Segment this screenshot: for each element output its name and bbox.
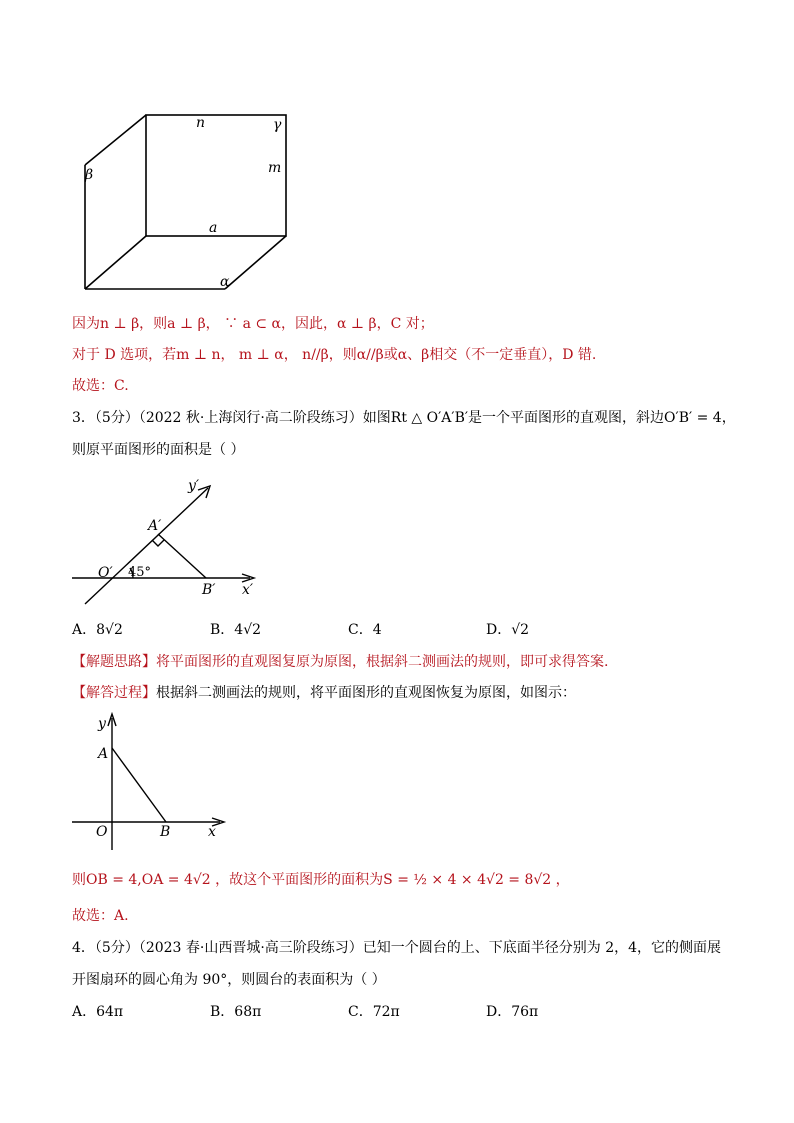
label-o: O <box>96 824 108 840</box>
label-a: a <box>209 220 218 236</box>
option-d: D．√2 <box>486 622 530 638</box>
hint-text: 将平面图形的直观图复原为原图，根据斜二测画法的规则，即可求得答案. <box>156 654 609 670</box>
answer-line-1: 故选：C. <box>72 378 129 394</box>
label-m: m <box>268 160 282 176</box>
option-b: B．4√2 <box>210 622 262 638</box>
label-y: y <box>98 716 106 732</box>
label-y-prime: y′ <box>188 478 200 494</box>
label-o-prime: O′ <box>98 565 113 581</box>
reasoning-line-1: 因为n ⊥ β，则a ⊥ β， ∵ a ⊂ α，因此，α ⊥ β，C 对； <box>72 316 434 332</box>
answer-line-3: 故选：A. <box>72 908 129 924</box>
option-a: A．8√2 <box>72 622 123 638</box>
solution-process <box>72 683 576 703</box>
label-x: x <box>208 824 216 840</box>
label-b-prime: B′ <box>202 582 216 598</box>
q4-option-c: C．72π <box>348 1004 400 1020</box>
label-gamma: γ <box>273 117 282 133</box>
label-x-prime: x′ <box>242 582 254 598</box>
process-text: 根据斜二测画法的规则，将平面图形的直观图恢复为原图，如图示： <box>156 685 576 701</box>
question-3-line-2: 则原平面图形的面积是（ ） <box>72 442 245 458</box>
question-4-line-1: 4．（5分）（2023 春·山西晋城·高三阶段练习）已知一个圆台的上、下底面半径分别为 2，4，它的侧面展 <box>72 940 722 956</box>
solution-hint <box>72 652 608 672</box>
label-a: A <box>98 746 109 762</box>
result-line: 则OB = 4,OA = 4√2 ，故这个平面图形的面积为S = ½ × 4 × 4√2 = 8√2 ， <box>72 872 570 888</box>
question-3-line-1: 3．（5分）（2022 秋·上海闵行·高二阶段练习）如图Rt △ O′A′B′是一个平面图形的直观图，斜边O′B′ = 4， <box>72 410 736 426</box>
question-4-line-2: 开图扇环的圆心角为 90°，则圆台的表面积为（ ） <box>72 972 386 988</box>
label-a-prime: A′ <box>148 518 162 534</box>
oblique-view-figure <box>70 470 270 610</box>
planes-figure <box>70 105 300 300</box>
label-beta: β <box>85 167 94 183</box>
q4-option-a: A．64π <box>72 1004 124 1020</box>
q4-option-b: B．68π <box>210 1004 262 1020</box>
label-alpha: α <box>220 274 230 290</box>
hint-tag: 【解题思路】 <box>72 654 156 670</box>
option-c: C．4 <box>348 622 382 638</box>
label-n: n <box>196 115 206 131</box>
label-angle: 45° <box>128 565 152 580</box>
q4-option-d: D．76π <box>486 1004 539 1020</box>
reasoning-line-2: 对于 D 选项，若m ⊥ n， m ⊥ α， n//β，则α//β或α、β相交（不一定垂直），D 错. <box>72 347 597 363</box>
label-b: B <box>160 824 171 840</box>
original-figure <box>70 712 230 852</box>
process-tag: 【解答过程】 <box>72 685 156 701</box>
